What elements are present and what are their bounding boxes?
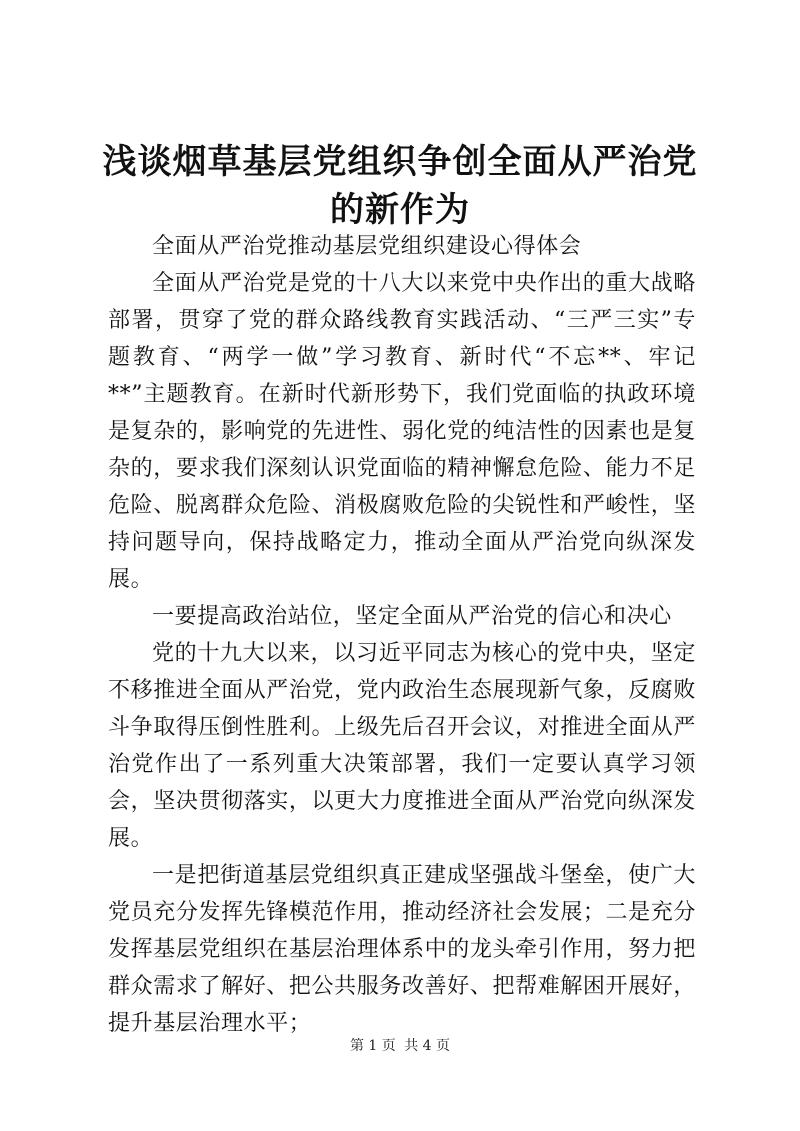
page-number: 第 1 页 [349, 1038, 396, 1054]
body-paragraph: 党的十九大以来，以习近平同志为核心的党中央，坚定不移推进全面从严治党，党内政治生态展现新气象，反腐败斗争取得压倒性胜利。上级先后召开会议，对推进全面从严治党作出了一系列重大决策部署，我们一定要认真学习领会，坚决贯彻落实，以更大力度推进全面从严治党向纵深发展。 [108, 641, 696, 851]
page-footer [0, 1036, 800, 1056]
body-paragraph: 全面从严治党是党的十八大以来党中央作出的重大战略部署，贯穿了党的群众路线教育实践活动、“三严三实”专题教育、“两学一做”学习教育、新时代“不忘**、牢记**”主题教育。在新时代新形势下，我们党面临的执政环境是复杂的，影响党的先进性、弱化党的纯洁性的因素也是复杂的，要求我们深刻认识党面临的精神懈怠危险、能力不足危险、脱离群众危险、消极腐败危险的尖锐性和严峻性，坚持问题导向，保持战略定力，推动全面从严治党向纵深发展。 [108, 271, 696, 592]
section-heading-paragraph: 一要提高政治站位，坚定全面从严治党的信心和决心 [152, 604, 672, 629]
subtitle-paragraph: 全面从严治党推动基层党组织建设心得体会 [152, 234, 582, 259]
body-paragraph: 一是把街道基层党组织真正建成坚强战斗堡垒，使广大党员充分发挥先锋模范作用，推动经济社会发展；二是充分发挥基层党组织在基层治理体系中的龙头牵引作用，努力把群众需求了解好、把公共服务改善好、把帮难解困开展好，提升基层治理水平； [108, 863, 696, 1036]
document-body [108, 228, 696, 1042]
page-total: 共 4 页 [404, 1038, 451, 1054]
document-title: 浅谈烟草基层党组织争创全面从严治党的新作为 [102, 142, 698, 230]
